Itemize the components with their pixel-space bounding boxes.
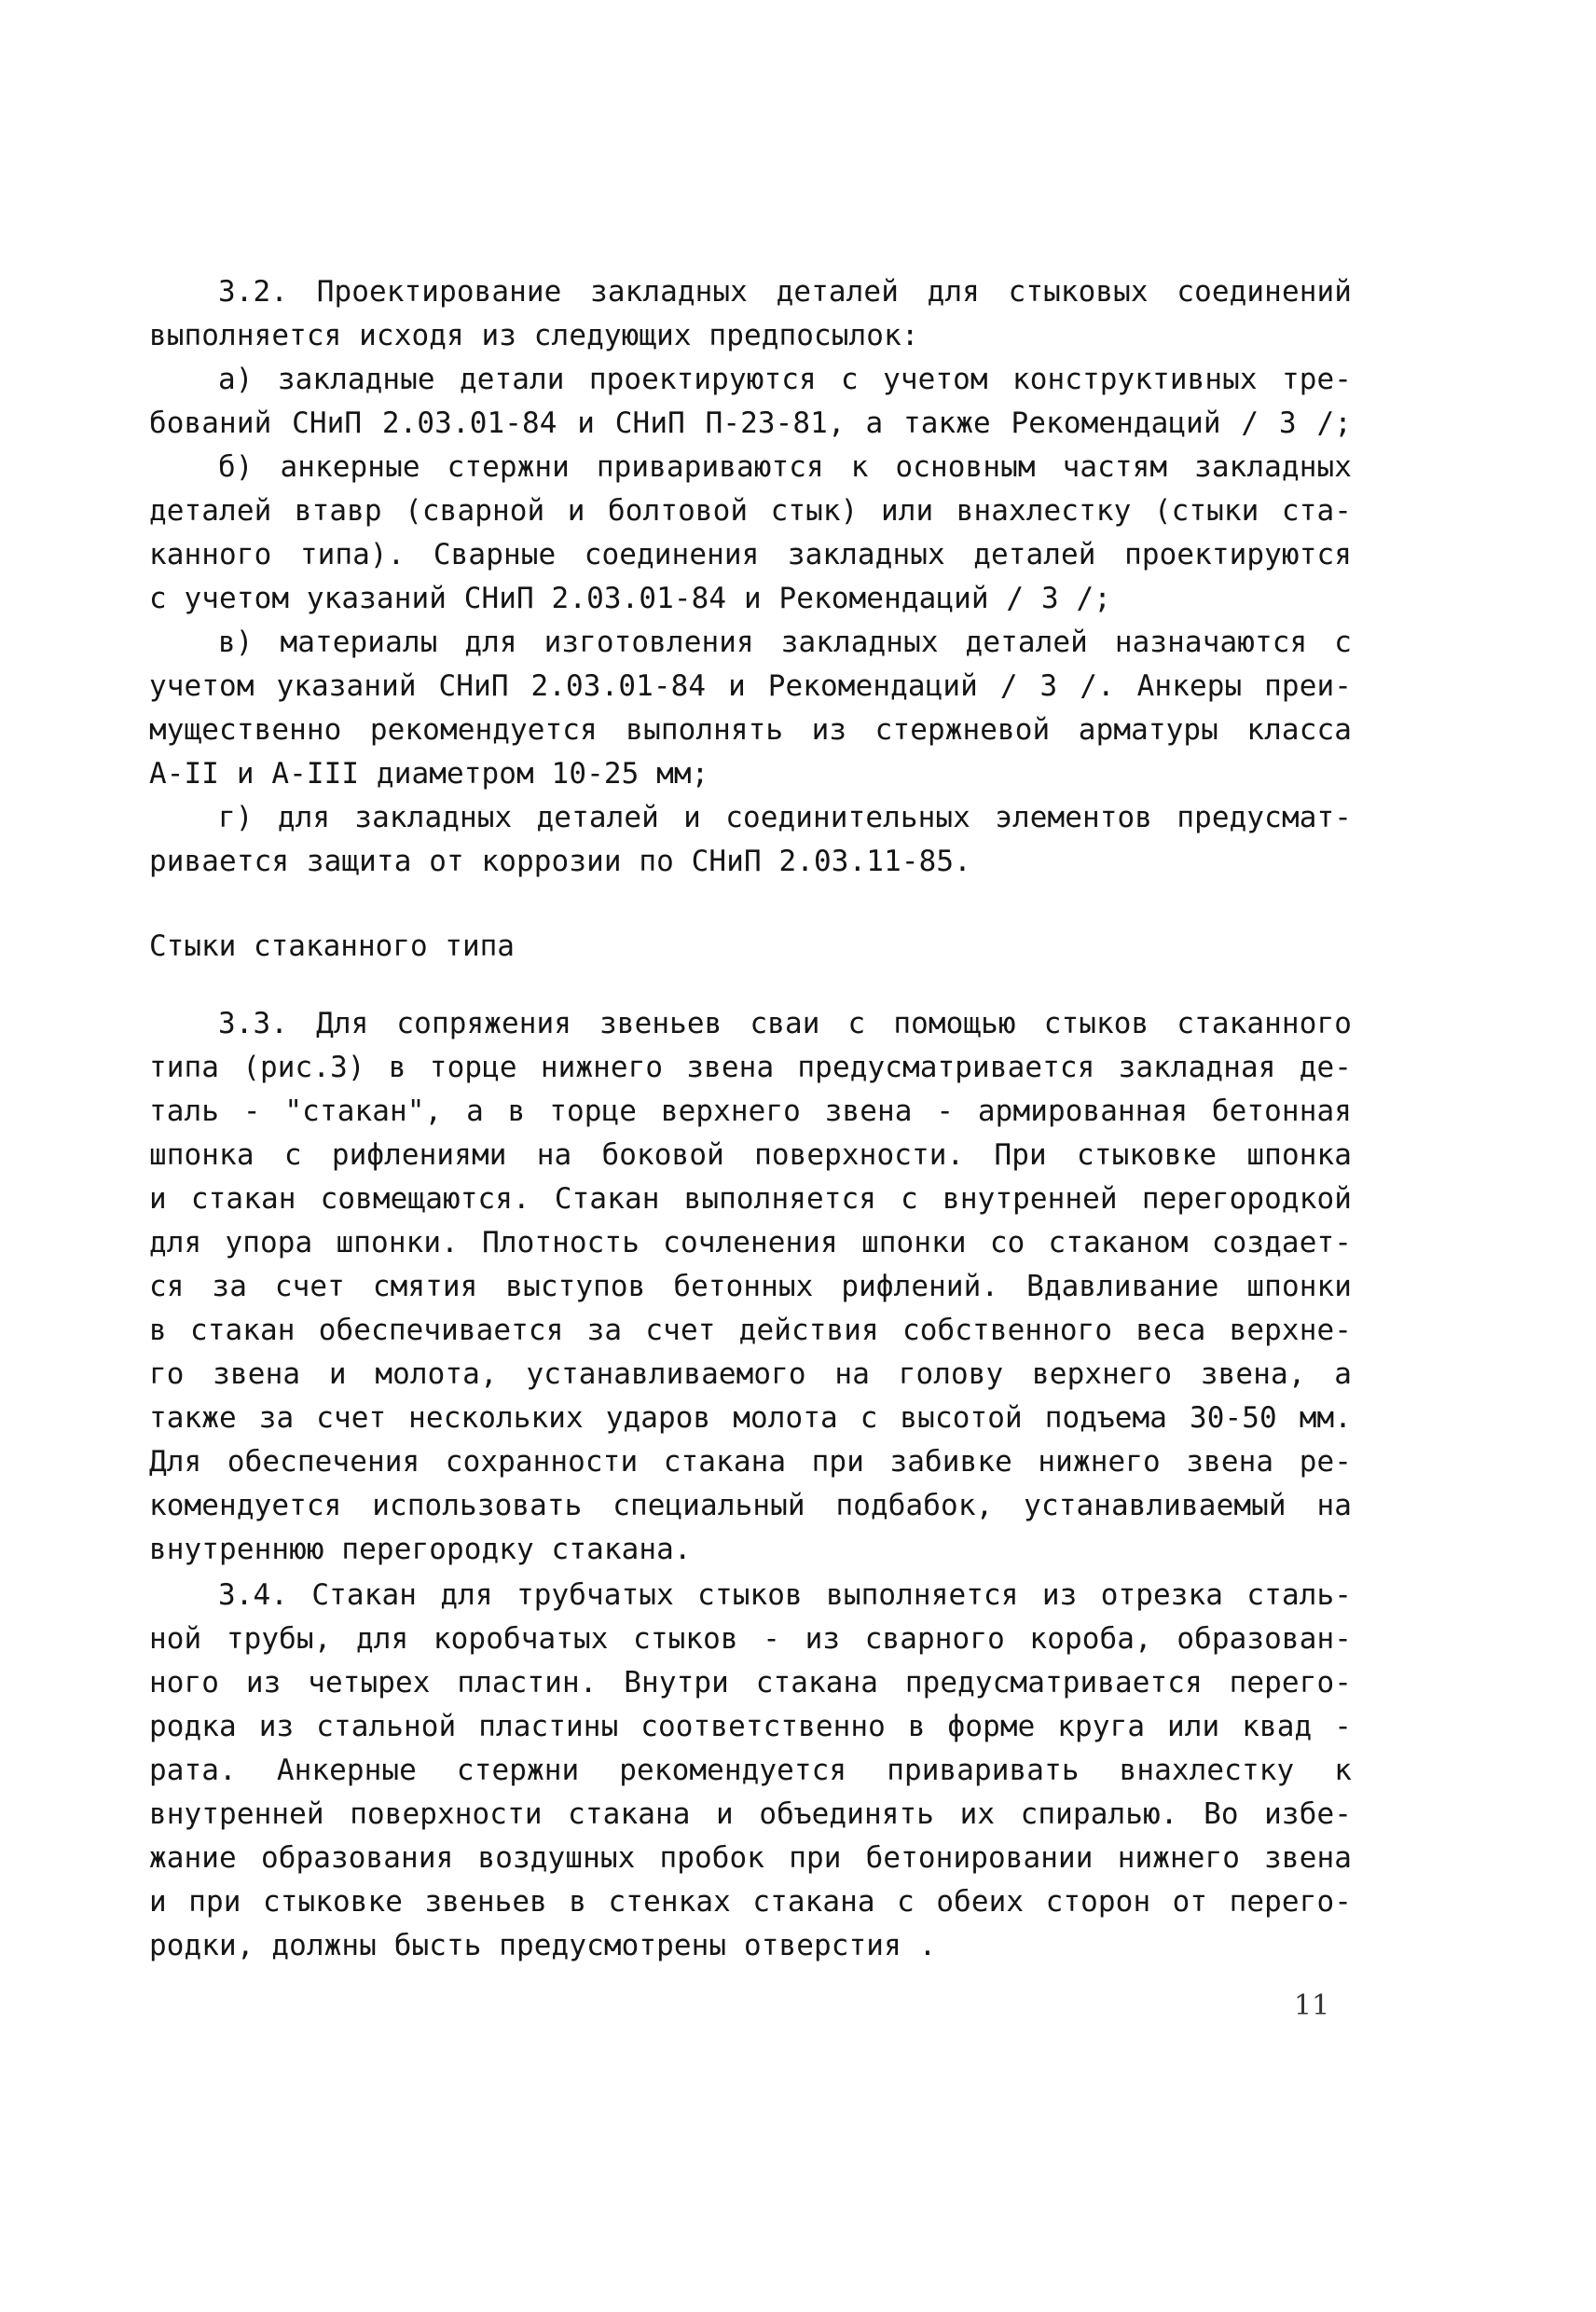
text-line: ся за счет смятия выступов бетонных рифлений. Вдавливание шпонки xyxy=(149,1270,1352,1303)
paragraph-3-3 xyxy=(149,1002,1352,1572)
text-line: бований СНиП 2.03.01-84 и СНиП П-23-81, а также Рекомендаций / 3 /; xyxy=(149,406,1352,440)
page-number: 11 xyxy=(1294,1989,1330,2022)
text-line: б) анкерные стержни привариваются к основным частям закладных xyxy=(218,450,1352,484)
text-line: деталей втавр (сварной и болтовой стык) или внахлестку (стыки ста- xyxy=(149,494,1352,528)
text-line: внутреннюю перегородку стакана. xyxy=(149,1533,692,1566)
text-line: ной трубы, для коробчатых стыков - из сварного короба, образован- xyxy=(149,1622,1352,1656)
text-line: Для обеспечения сохранности стакана при забивке нижнего звена ре- xyxy=(149,1445,1352,1479)
text-line: г) для закладных деталей и соединительных элементов предусмат- xyxy=(218,801,1352,834)
text-line: выполняется исходя из следующих предпосылок: xyxy=(149,319,919,352)
text-line: канного типа). Сварные соединения закладных деталей проектируются xyxy=(149,538,1352,571)
text-line: мущественно рекомендуется выполнять из стержневой арматуры класса xyxy=(149,713,1352,747)
text-line: 3.3. Для сопряжения звеньев сваи с помощью стыков стаканного xyxy=(218,1007,1352,1040)
text-line: с учетом указаний СНиП 2.03.01-84 и Рекомендаций / 3 /; xyxy=(149,582,1111,615)
text-line: рата. Анкерные стержни рекомендуется приваривать внахлестку к xyxy=(149,1754,1352,1787)
text-line: и при стыковке звеньев в стенках стакана с обеих сторон от перего- xyxy=(149,1885,1352,1919)
text-line: ного из четырех пластин. Внутри стакана предусматривается перего- xyxy=(149,1666,1352,1700)
text-line: 3.2. Проектирование закладных деталей для стыковых соединений xyxy=(218,275,1352,309)
section-heading: Стыки стаканного типа xyxy=(149,929,515,963)
text-line: таль - "стакан", а в торце верхнего звена - армированная бетонная xyxy=(149,1094,1352,1128)
text-line: родка из стальной пластины соответственно в форме круга или квад - xyxy=(149,1710,1352,1743)
text-line: в стакан обеспечивается за счет действия собственного веса верхне- xyxy=(149,1314,1352,1347)
text-line: учетом указаний СНиП 2.03.01-84 и Рекомендаций / 3 /. Анкеры преи- xyxy=(149,669,1352,703)
text-line: родки, должны бысть предусмотрены отверстия . xyxy=(149,1929,937,1962)
paragraph-3-4 xyxy=(149,1574,1352,1968)
text-line: А-II и А-III диаметром 10-25 мм; xyxy=(149,757,709,791)
text-line: а) закладные детали проектируются с учетом конструктивных тре- xyxy=(218,363,1352,396)
text-line: типа (рис.3) в торце нижнего звена предусматривается закладная де- xyxy=(149,1051,1352,1084)
text-line: ривается защита от коррозии по СНиП 2.03.11-85. xyxy=(149,845,971,878)
paragraph-3-2 xyxy=(149,270,1352,884)
text-line: жание образования воздушных пробок при бетонировании нижнего звена xyxy=(149,1841,1352,1875)
text-line: в) материалы для изготовления закладных деталей назначаются с xyxy=(218,626,1352,659)
text-line: для упора шпонки. Плотность сочленения шпонки со стаканом создает- xyxy=(149,1226,1352,1259)
text-line: шпонка с рифлениями на боковой поверхности. При стыковке шпонка xyxy=(149,1138,1352,1172)
text-line: внутренней поверхности стакана и объединять их спиралью. Во избе- xyxy=(149,1797,1352,1831)
text-line: го звена и молота, устанавливаемого на голову верхнего звена, а xyxy=(149,1357,1352,1391)
text-line: также за счет нескольких ударов молота с высотой подъема 30-50 мм. xyxy=(149,1401,1352,1435)
text-line: и стакан совмещаются. Стакан выполняется с внутренней перегородкой xyxy=(149,1182,1352,1216)
text-line: комендуется использовать специальный подбабок, устанавливаемый на xyxy=(149,1489,1352,1522)
text-line: 3.4. Стакан для трубчатых стыков выполняется из отрезка сталь- xyxy=(218,1578,1352,1612)
